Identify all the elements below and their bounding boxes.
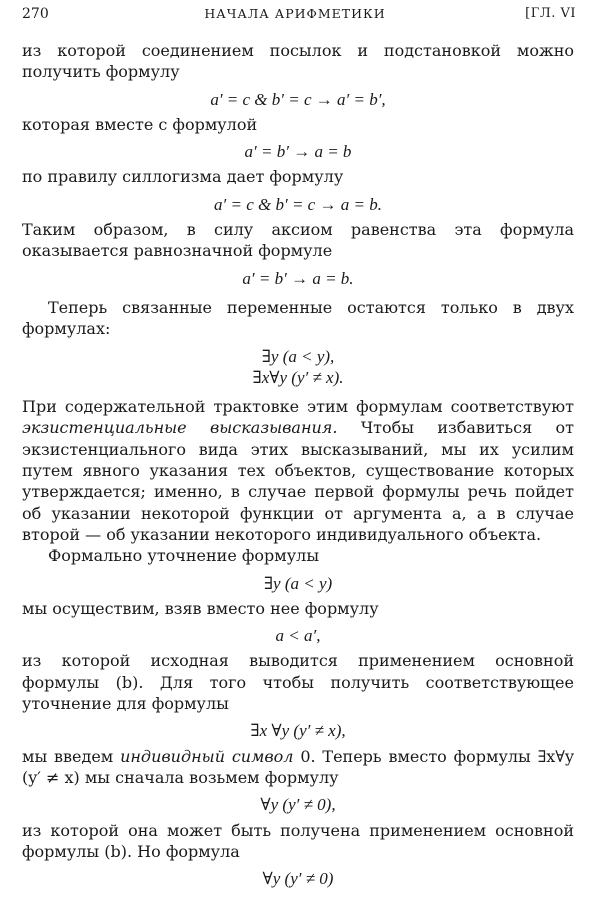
page-header (0, 6, 590, 28)
formula-9: ∃x ∀y (y′ ≠ x), (250, 721, 346, 741)
paragraph-9: из которой исходная выводится применением основной формулы (b). Для того чтобы получить соответствующее уточнение для формулы (22, 651, 574, 714)
paragraph-7: Формально уточнение формулы (48, 546, 320, 566)
formula-5a: ∃y (a < y), (261, 346, 335, 366)
formula-4: a′ = b′ → a = b. (242, 268, 354, 288)
paragraph-10-emphasis: индивидный символ (120, 746, 294, 766)
paragraph-1: из которой соединением посылок и подстановкой можно получить формулу (22, 41, 574, 82)
paragraph-8: мы осуществим, взяв вместо нее формулу (22, 598, 379, 618)
paragraph-4: Таким образом, в силу аксиом равенства эта формула оказывается равнозначной формуле (22, 220, 574, 261)
chapter-label: [ГЛ. VI (525, 6, 576, 21)
formula-10: ∀y (y′ ≠ 0), (260, 795, 336, 815)
paragraph-5: Теперь связанные переменные остаются только в двух формулах: (22, 297, 574, 339)
formula-11: ∀y (y′ ≠ 0) (262, 869, 334, 889)
formula-2: a′ = b′ → a = b (244, 142, 352, 162)
paragraph-10-rest: 0. Теперь вместо формулы ∃x∀y (y′ ≠ x) мы сначала возьмем формулу (22, 746, 574, 787)
paragraph-6 (22, 396, 574, 545)
paragraph-10-start: мы введем (22, 746, 114, 766)
formula-5b: ∃x∀y (y′ ≠ x). (252, 367, 344, 387)
paragraph-6-start: При содержательной трактовке этим формулам соответствуют (22, 397, 574, 417)
formula-8: a < a′, (275, 626, 321, 646)
paragraph-3: по правилу силлогизма дает формулу (22, 167, 344, 187)
paragraph-10 (22, 746, 574, 789)
main-text (22, 40, 574, 893)
paragraph-11: из которой она может быть получена применением основной формулы (b). Но формула (22, 820, 574, 861)
page-number: 270 (22, 6, 49, 22)
running-title: НАЧАЛА АРИФМЕТИКИ (204, 6, 386, 21)
formula-7: ∃y (a < y) (263, 573, 333, 593)
paragraph-2: которая вместе с формулой (22, 114, 258, 134)
paragraph-6-emphasis: экзистенциальные высказывания. (22, 418, 338, 438)
formula-1: a′ = c & b′ = c → a′ = b′, (210, 89, 386, 109)
formula-3: a′ = c & b′ = c → a = b. (214, 194, 382, 214)
paragraph-6-rest: Чтобы избавиться от экзистенциального вида этих высказываний, мы их усилим путем явного указания тех объектов, существование которых утверждается; именно, в случае первой формулы речь пойдет об указании некоторой функции от аргумента a, а в случае второй — об указании некоторого индивидуального объекта. (22, 418, 574, 544)
